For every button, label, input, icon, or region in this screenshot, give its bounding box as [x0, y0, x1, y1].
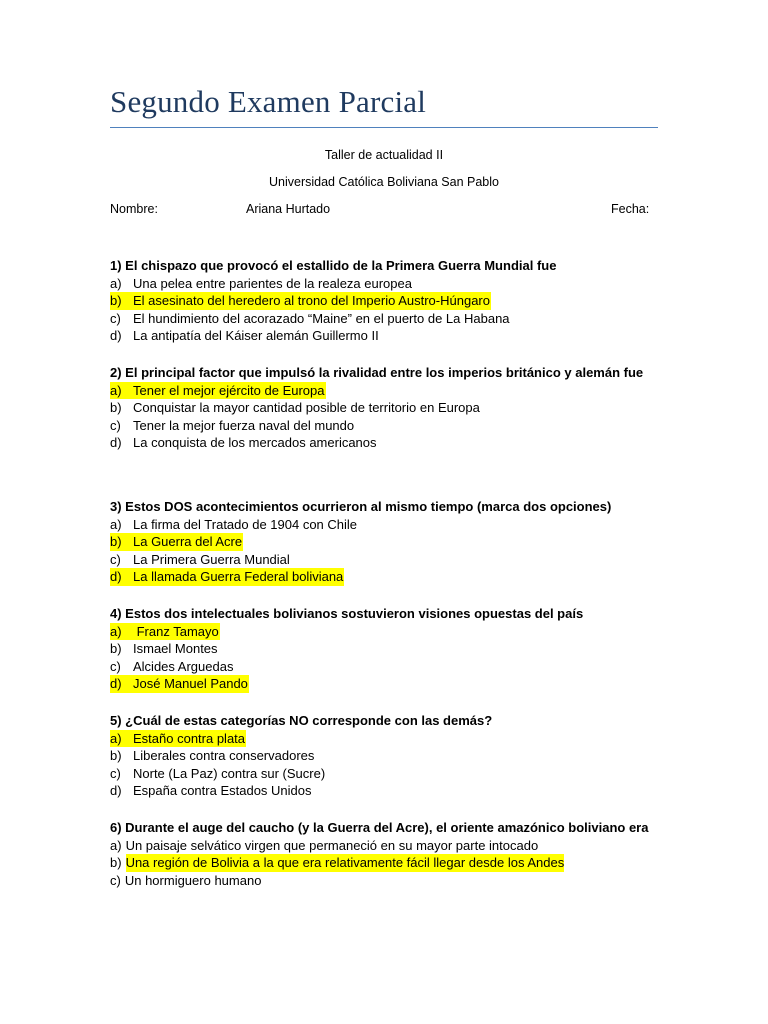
question-4 [110, 605, 670, 693]
question-5 [110, 712, 670, 800]
option-b-highlighted: b) La Guerra del Acre [110, 534, 243, 549]
question-title: 1) El chispazo que provocó el estallido de la Primera Guerra Mundial fue [110, 258, 557, 273]
university-name: Universidad Católica Boliviana San Pablo [269, 175, 499, 189]
option-a: a) La firma del Tratado de 1904 con Chile [110, 516, 358, 532]
question-title: 5) ¿Cuál de estas categorías NO corresponde con las demás? [110, 713, 493, 728]
course-name: Taller de actualidad II [324, 148, 444, 162]
option-b: b) Liberales contra conservadores [110, 748, 315, 763]
option-a-highlighted: a) Franz Tamayo [110, 623, 219, 639]
option-c: c) Alcides Arguedas [110, 658, 234, 674]
option-b-highlighted: b) El asesinato del heredero al trono del Imperio Austro-Húngaro [110, 293, 490, 308]
page-title: Segundo Examen Parcial [110, 84, 427, 119]
option-a-highlighted: a) Estaño contra plata [110, 730, 246, 746]
fecha-label: Fecha: [611, 202, 650, 216]
question-2 [110, 364, 670, 452]
option-d-highlighted: d) José Manuel Pando [110, 676, 248, 691]
option-a: a) Una pelea entre parientes de la realeza europea [110, 275, 412, 291]
option-a: a) Un paisaje selvático virgen que permaneció en su mayor parte intocado [110, 837, 539, 853]
highlighted-answer: Una región de Bolivia a la que era relativamente fácil llegar desde los Andes [125, 855, 565, 870]
option-d: d) España contra Estados Unidos [110, 783, 312, 798]
option-c: c) Norte (La Paz) contra sur (Sucre) [110, 765, 326, 781]
option-c: c) El hundimiento del acorazado “Maine” en el puerto de La Habana [110, 310, 510, 326]
option-b: b) Una región de Bolivia a la que era relativamente fácil llegar desde los Andes [110, 855, 565, 870]
option-d-highlighted: d) La llamada Guerra Federal boliviana [110, 569, 344, 584]
question-1 [110, 257, 670, 345]
question-title: 3) Estos DOS acontecimientos ocurrieron al mismo tiempo (marca dos opciones) [110, 499, 612, 514]
option-d: d) La conquista de los mercados americanos [110, 435, 377, 450]
option-d: d) La antipatía del Káiser alemán Guillermo II [110, 328, 379, 343]
option-c: c) Un hormiguero humano [110, 872, 262, 888]
question-title: 4) Estos dos intelectuales bolivianos sostuvieron visiones opuestas del país [110, 606, 584, 621]
title-divider [110, 127, 658, 128]
question-title: 2) El principal factor que impulsó la rivalidad entre los imperios británico y alemán fue [110, 365, 644, 380]
option-b: b) Ismael Montes [110, 641, 218, 656]
question-title: 6) Durante el auge del caucho (y la Guerra del Acre), el oriente amazónico boliviano era [110, 820, 649, 835]
question-6 [110, 819, 670, 889]
question-3 [110, 498, 670, 586]
nombre-label: Nombre: [110, 202, 158, 216]
option-a-highlighted: a) Tener el mejor ejército de Europa [110, 382, 325, 398]
nombre-value: Ariana Hurtado [246, 202, 331, 216]
option-c: c) La Primera Guerra Mundial [110, 551, 290, 567]
option-c: c) Tener la mejor fuerza naval del mundo [110, 417, 355, 433]
option-b: b) Conquistar la mayor cantidad posible de territorio en Europa [110, 400, 480, 415]
